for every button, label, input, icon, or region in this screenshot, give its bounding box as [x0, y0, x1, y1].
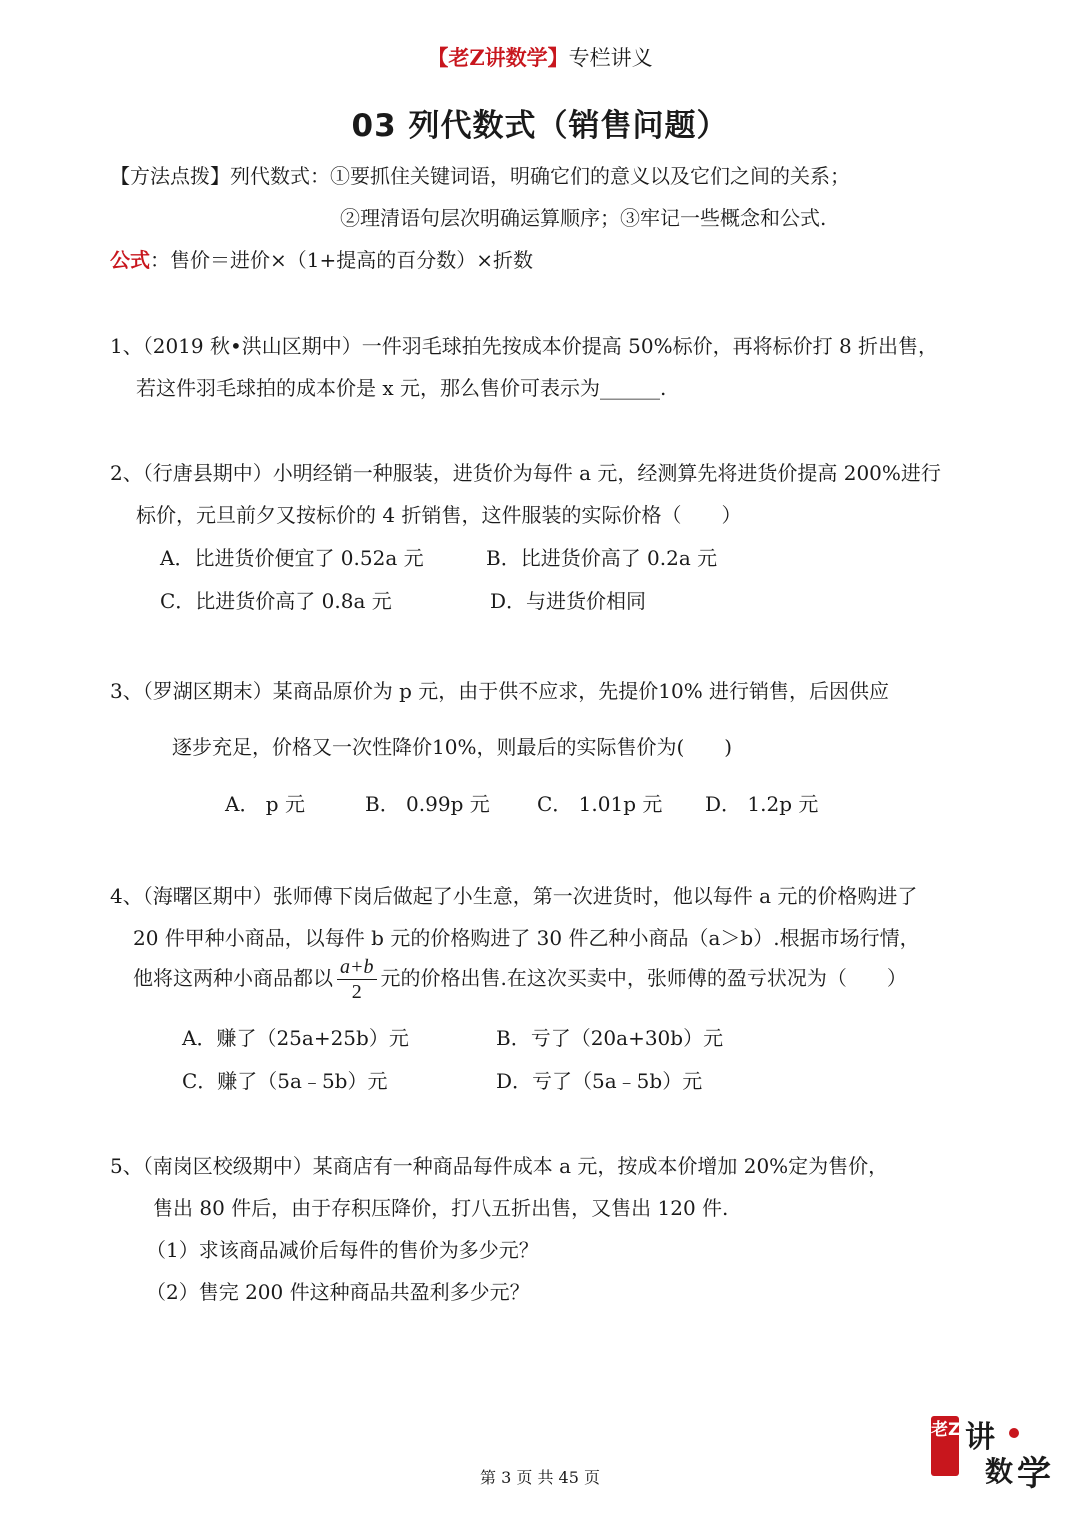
q5-line-1: 5、（南岗区校级期中）某商店有一种商品每件成本 a 元，按成本价增加 20%定为售价，: [110, 1154, 889, 1178]
logo-dot-icon: [1009, 1428, 1019, 1438]
q1-line-2: 若这件羽毛球拍的成本价是 x 元，那么售价可表示为______.: [136, 376, 667, 400]
header-brand: 【老Z讲数学】: [427, 45, 569, 70]
logo-char-1: 讲: [965, 1420, 995, 1455]
q4-option-c: C．赚了（5a﹣5b）元: [182, 1069, 388, 1093]
q3-option-c: C． 1.01p 元: [537, 792, 663, 816]
fraction-numerator: a+b: [337, 955, 377, 980]
q2-option-a: A．比进货价便宜了 0.52a 元: [160, 546, 424, 570]
q3-option-d: D． 1.2p 元: [705, 792, 819, 816]
logo-char-2: 数: [985, 1455, 1014, 1488]
q4-line-2: 20 件甲种小商品，以每件 b 元的价格购进了 30 件乙种小商品（a＞b）.根据市场行情，: [133, 926, 920, 950]
fraction: [337, 955, 377, 1004]
q5-sub-1: （1）求该商品减价后每件的售价为多少元？: [146, 1238, 539, 1262]
page-number: 第 3 页 共 45 页: [480, 1468, 600, 1487]
q4-line-3-pre: 他将这两种小商品都以: [133, 966, 333, 990]
q2-line-2: 标价，元旦前夕又按标价的 4 折销售，这件服装的实际价格（ ）: [136, 503, 742, 527]
q4-line-1: 4、（海曙区期中）张师傅下岗后做起了小生意，第一次进货时，他以每件 a 元的价格购进了: [110, 884, 918, 908]
q4-option-d: D．亏了（5a﹣5b）元: [496, 1069, 703, 1093]
q3-option-a: A． p 元: [225, 792, 305, 816]
header: [0, 42, 1080, 72]
page-title: 03 列代数式（销售问题）: [351, 108, 729, 144]
q4-line-3-post: 元的价格出售.在这次买卖中，张师傅的盈亏状况为（ ）: [380, 966, 907, 990]
q3-line-1: 3、（罗湖区期末）某商品原价为 p 元，由于供不应求，先提价10% 进行销售，后因供应: [110, 679, 890, 703]
method-line-1: 【方法点拨】列代数式：①要抓住关键词语，明确它们的意义以及它们之间的关系；: [110, 164, 850, 188]
q2-line-1: 2、（行唐县期中）小明经销一种服装，进货价为每件 a 元，经测算先将进货价提高 200%进行: [110, 461, 941, 485]
formula-label: 公式: [110, 248, 150, 272]
q4-option-b: B．亏了（20a+30b）元: [496, 1026, 724, 1050]
method-line-2: ②理清语句层次明确运算顺序；③牢记一些概念和公式.: [340, 206, 827, 230]
fraction-denominator: 2: [351, 981, 362, 1003]
q3-option-b: B． 0.99p 元: [365, 792, 490, 816]
formula-line: [110, 244, 533, 273]
q4-option-a: A．赚了（25a+25b）元: [182, 1026, 409, 1050]
q3-line-2: 逐步充足，价格又一次性降价10%，则最后的实际售价为( ): [172, 735, 733, 759]
logo: [925, 1410, 1055, 1500]
header-suffix: 专栏讲义: [568, 46, 653, 70]
q1-line-1: 1、（2019 秋•洪山区期中）一件羽毛球拍先按成本价提高 50%标价，再将标价打 8 折出售，: [110, 334, 939, 358]
q4-line-3: [133, 955, 907, 1004]
formula-text: ：售价＝进价×（1+提高的百分数）×折数: [150, 248, 533, 272]
logo-seal: 老Z: [931, 1416, 959, 1476]
q2-option-b: B．比进货价高了 0.2a 元: [486, 546, 718, 570]
q5-line-2: 售出 80 件后，由于存积压降价，打八五折出售，又售出 120 件.: [153, 1196, 729, 1220]
q2-option-d: D．与进货价相同: [490, 589, 647, 613]
logo-char-3: 学: [1017, 1454, 1051, 1494]
q2-option-c: C．比进货价高了 0.8a 元: [160, 589, 392, 613]
q5-sub-2: （2）售完 200 件这种商品共盈利多少元？: [146, 1280, 530, 1304]
